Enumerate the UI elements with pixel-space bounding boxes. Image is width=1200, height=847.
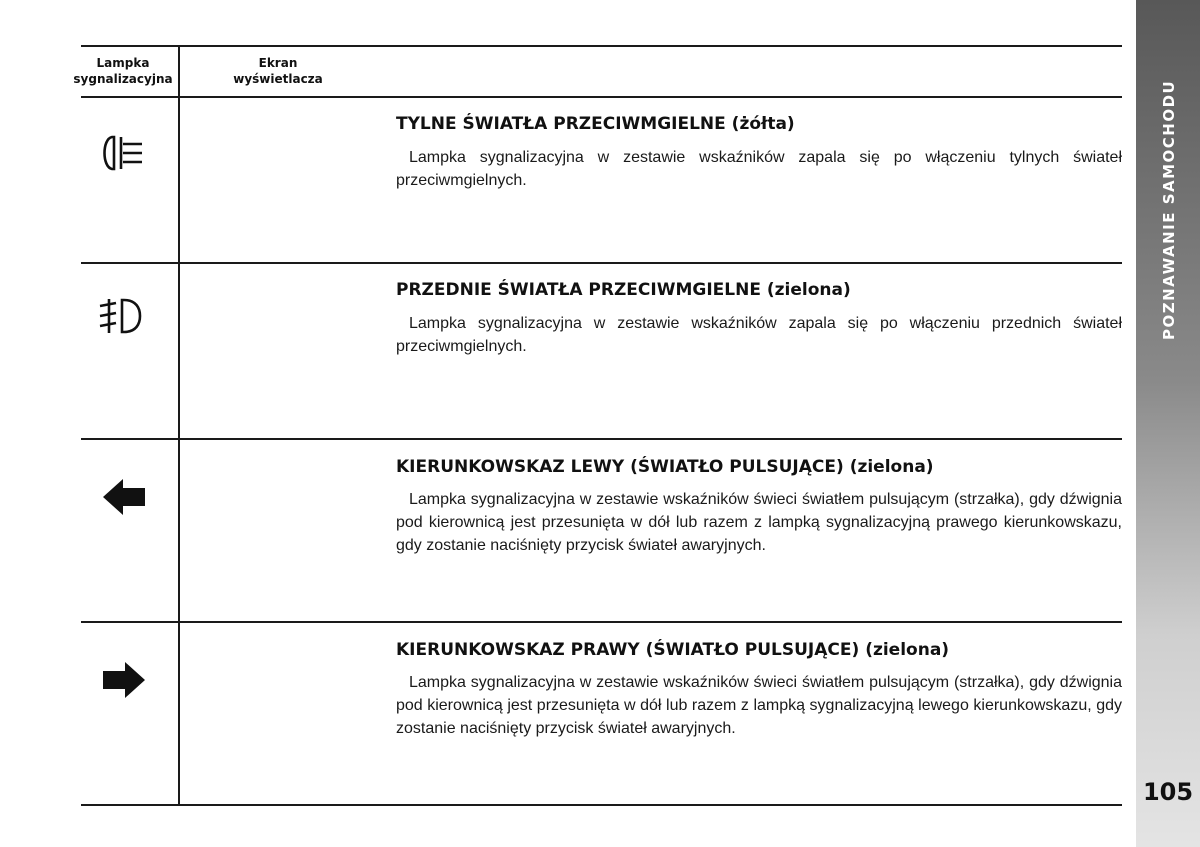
front-fog-light-icon [96,296,146,336]
row-divider [81,438,1122,440]
page-number: 105 [1142,778,1194,806]
row-description: Lampka sygnalizacyjna w zestawie wskaźników zapala się po włączeniu tylnych świateł przeciwmgielnych. [396,149,1122,189]
column-header-display: Ekran wyświetlacza [233,56,323,86]
column-header-lamp: Lampka sygnalizacyjna [73,56,173,86]
rear-fog-light-icon [100,133,150,173]
table-bottom-rule [81,804,1122,806]
section-label: POZNAWANIE SAMOCHODU [1160,79,1178,340]
row-title: PRZEDNIE ŚWIATŁA PRZECIWMGIELNE (zielona) [396,280,851,300]
right-arrow-icon [101,660,151,700]
header-bottom-rule [81,96,1122,98]
row-title: KIERUNKOWSKAZ PRAWY (ŚWIATŁO PULSUJĄCE) (zielona) [396,640,950,660]
row-title: TYLNE ŚWIATŁA PRZECIWMGIELNE (żółta) [396,114,795,134]
row-divider [81,262,1122,264]
row-divider [81,621,1122,623]
column-divider [178,46,180,806]
row-description: Lampka sygnalizacyjna w zestawie wskaźników zapala się po włączeniu przednich świateł przeciwmgielnych. [396,315,1122,355]
left-arrow-icon [101,477,151,517]
row-description: Lampka sygnalizacyjna w zestawie wskaźników świeci światłem pulsującym (strzałka), gdy dźwignia pod kierownicą jest przesunięta w dół lub razem z lampką sygnalizacyjną prawego kierunkowskazu, gdy zostanie naciśnięty przycisk świateł awaryjnych. [396,491,1122,554]
row-description: Lampka sygnalizacyjna w zestawie wskaźników świeci światłem pulsującym (strzałka), gdy dźwignia pod kierownicą jest przesunięta w dół lub razem z lampką sygnalizacyjną lewego kierunkowskazu, gdy zostanie naciśnięty przycisk świateł awaryjnych. [396,674,1122,737]
table-top-rule [81,45,1122,47]
row-title: KIERUNKOWSKAZ LEWY (ŚWIATŁO PULSUJĄCE) (zielona) [396,457,934,477]
